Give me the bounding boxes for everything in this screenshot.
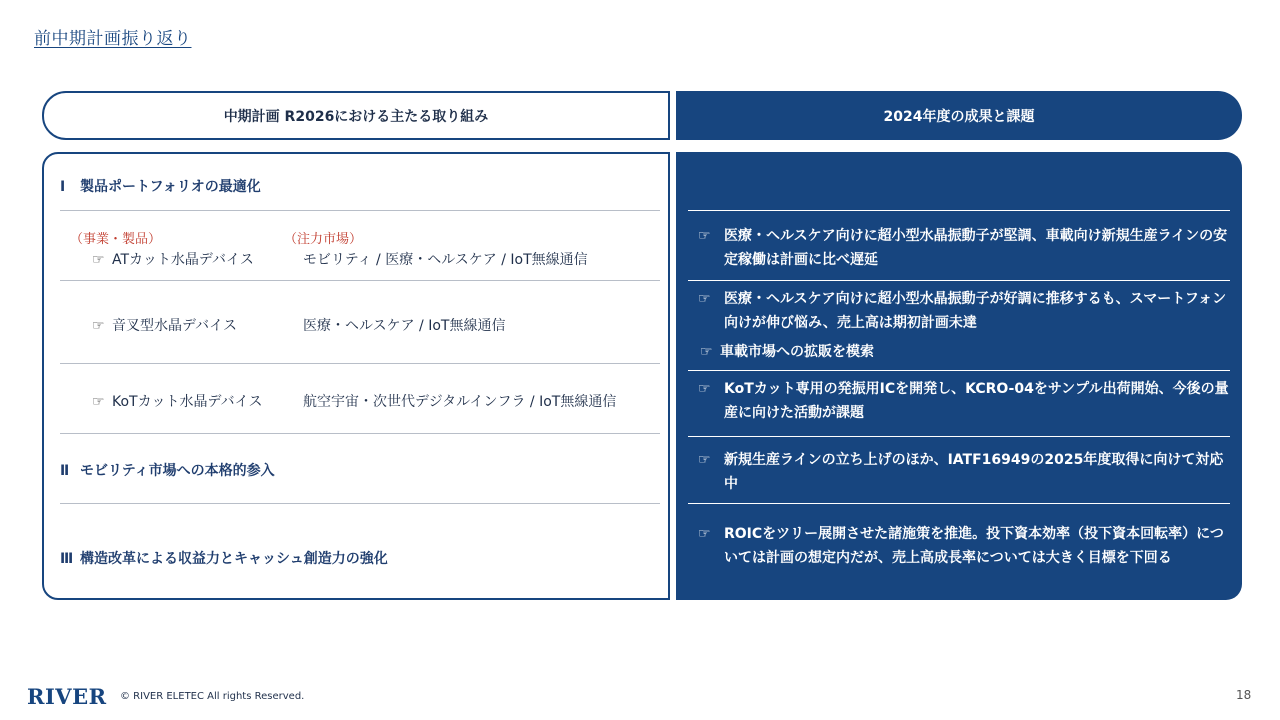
result-item-6 (698, 522, 1230, 570)
divider (688, 370, 1230, 371)
pointing-hand-icon: ☞ (698, 452, 711, 468)
product-at-cut (92, 249, 254, 269)
product-name: ATカット水晶デバイス (112, 252, 254, 268)
pointing-hand-icon: ☞ (92, 318, 105, 334)
result-item-3 (698, 340, 1230, 364)
product-name: KoTカット水晶デバイス (112, 394, 263, 410)
section-2 (60, 460, 275, 480)
pointing-hand-icon: ☞ (698, 228, 711, 244)
result-text: ROICをツリー展開させた諸施策を推進。投下資本効率（投下資本回転率）については計画の想定内だが、売上高成長率については大きく目標を下回る (724, 526, 1224, 566)
pointing-hand-icon: ☞ (698, 381, 711, 397)
divider (60, 363, 660, 364)
pointing-hand-icon: ☞ (92, 394, 105, 410)
product-name: 音叉型水晶デバイス (112, 318, 238, 334)
result-item-5 (698, 448, 1230, 496)
market-column-label: （注力市場） (284, 232, 363, 247)
pointing-hand-icon: ☞ (698, 291, 711, 307)
product-tuning-fork (92, 315, 237, 335)
section-3-title: 構造改革による収益力とキャッシュ創造力の強化 (80, 551, 388, 567)
pointing-hand-icon: ☞ (698, 526, 711, 542)
result-item-2 (698, 287, 1230, 335)
header-results: 2024年度の成果と課題 (676, 91, 1242, 140)
initiatives-panel (42, 152, 670, 600)
divider (60, 280, 660, 281)
copyright: © RIVER ELETEC All rights Reserved. (120, 691, 305, 702)
result-item-4 (698, 377, 1230, 425)
product-kot-cut (92, 391, 262, 411)
divider (60, 433, 660, 434)
section-2-number: Ⅱ (60, 463, 70, 479)
divider (688, 436, 1230, 437)
page-number: 18 (1236, 688, 1252, 702)
product-column-label: （事業・製品） (70, 232, 162, 247)
divider (60, 503, 660, 504)
result-text: 医療・ヘルスケア向けに超小型水晶振動子が堅調、車載向け新規生産ラインの安定稼働は計画に比べ遅延 (724, 228, 1228, 268)
pointing-hand-icon: ☞ (92, 252, 105, 268)
section-1-title: 製品ポートフォリオの最適化 (80, 179, 261, 195)
section-1 (60, 176, 261, 196)
section-3 (60, 548, 388, 568)
result-text: 新規生産ラインの立ち上げのほか、IATF16949の2025年度取得に向けて対応中 (724, 452, 1224, 492)
section-3-number: Ⅲ (60, 551, 74, 567)
pointing-hand-icon: ☞ (700, 344, 713, 360)
result-item-1 (698, 224, 1230, 272)
river-logo: RIVER (27, 684, 107, 709)
divider (60, 210, 660, 211)
market-at-cut: モビリティ / 医療・ヘルスケア / IoT無線通信 (303, 252, 588, 268)
result-text: KoTカット専用の発振用ICを開発し、KCRO-04をサンプル出荷開始、今後の量産に向けた活動が課題 (724, 381, 1229, 421)
result-text: 車載市場への拡販を模索 (720, 344, 874, 360)
result-text: 医療・ヘルスケア向けに超小型水晶振動子が好調に推移するも、スマートフォン向けが伸び悩み、売上高は期初計画未達 (724, 291, 1227, 331)
section-2-title: モビリティ市場への本格的参入 (80, 463, 275, 479)
header-initiatives: 中期計画 R2026における主たる取り組み (42, 91, 670, 140)
market-kot-cut: 航空宇宙・次世代デジタルインフラ / IoT無線通信 (303, 394, 617, 410)
divider (688, 503, 1230, 504)
divider (688, 210, 1230, 211)
section-1-number: Ⅰ (60, 179, 66, 195)
page-title: 前中期計画振り返り (34, 29, 192, 49)
divider (688, 280, 1230, 281)
market-tuning-fork: 医療・ヘルスケア / IoT無線通信 (303, 318, 506, 334)
